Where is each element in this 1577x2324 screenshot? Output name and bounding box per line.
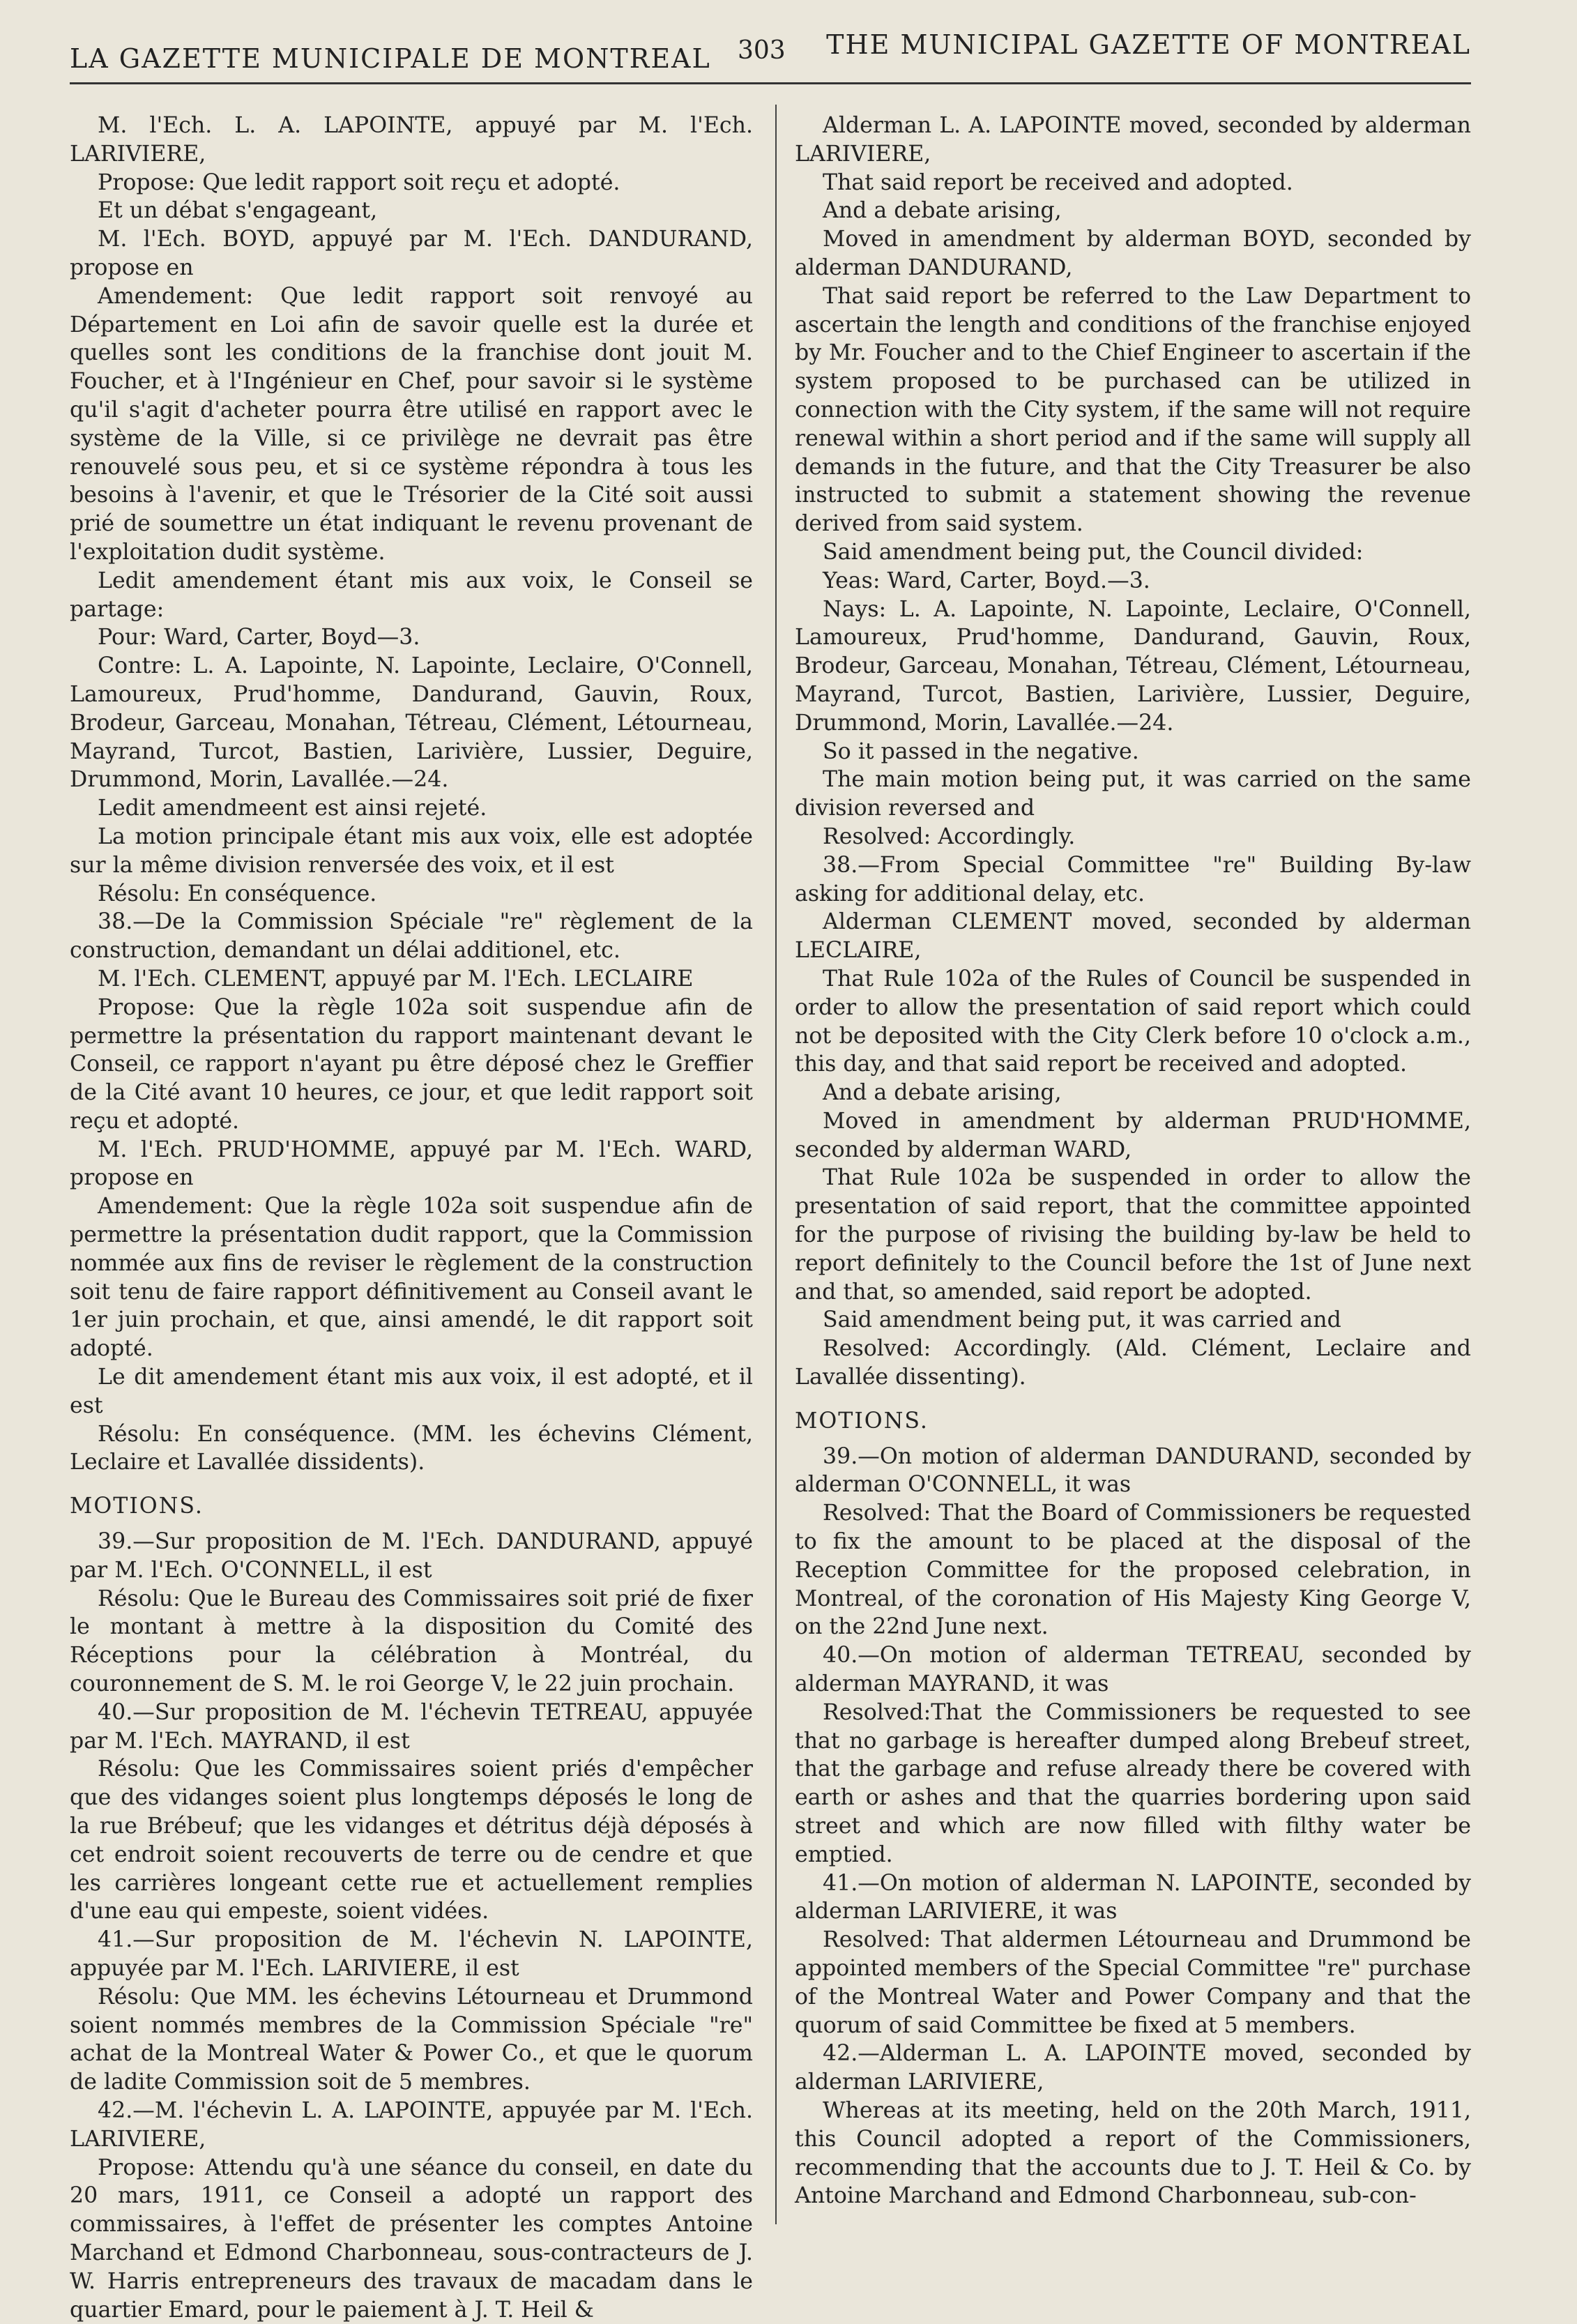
paragraph: Said amendment being put, it was carried and bbox=[823, 1307, 1341, 1333]
paragraph: Et un débat s'engageant, bbox=[98, 198, 378, 224]
paragraph: Moved in amendment by alderman BOYD, seconded by alderman DANDURAND, bbox=[795, 227, 1471, 280]
paragraph: Résolu: En conséquence. (MM. les échevins Clément, Leclaire et Lavallée dissidents). bbox=[70, 1421, 753, 1475]
paragraph: Said amendment being put, the Council divided: bbox=[823, 539, 1364, 565]
paragraph: Amendement: Que la règle 102a soit suspendue afin de permettre la présentation dudit rapport, que la Commission nommée aux fins de reviser le règlement de la construction soit tenu de faire rapport définitivement au Conseil avant le 1er juin prochain, et que, ainsi amendé, le dit rapport soit adopté. bbox=[70, 1194, 753, 1362]
paragraph: Ledit amendmeent est ainsi rejeté. bbox=[98, 796, 487, 821]
paragraph: That Rule 102a be suspended in order to allow the presentation of said report, that the committee appointed for the purpose of rivising the building by-law be held to report definitely to the Council before the 1st of June next and that, so amended, said report be adopted. bbox=[795, 1165, 1471, 1305]
paragraph: Résolu: Que le Bureau des Commissaires soit prié de fixer le montant à mettre à la disposition du Comité des Réceptions pour la célébration à Montréal, du couronnement de S. M. le roi George V, le 22 juin prochain. bbox=[70, 1586, 753, 1697]
paragraph: Yeas: Ward, Carter, Boyd.—3. bbox=[823, 568, 1150, 593]
paragraph: 41.—Sur proposition de M. l'échevin N. LAPOINTE, appuyée par M. l'Ech. LARIVIERE, il est bbox=[70, 1927, 753, 1981]
paragraph: M. l'Ech. CLEMENT, appuyé par M. l'Ech. LECLAIRE bbox=[98, 966, 694, 992]
paragraph: Resolved: Accordingly. bbox=[823, 823, 1076, 849]
paragraph: Le dit amendement étant mis aux voix, il est adopté, et il est bbox=[70, 1365, 753, 1418]
paragraph: Alderman CLEMENT moved, seconded by alderman LECLAIRE, bbox=[795, 909, 1471, 964]
section-heading: MOTIONS. bbox=[795, 1408, 929, 1434]
paragraph: Résolu: En conséquence. bbox=[98, 881, 377, 906]
paragraph: 40.—Sur proposition de M. l'échevin TETREAU, appuyée par M. l'Ech. MAYRAND, il est bbox=[70, 1699, 753, 1754]
paragraph: Pour: Ward, Carter, Boyd—3. bbox=[98, 625, 420, 651]
paragraph: Amendement: Que ledit rapport soit renvoyé au Département en Loi afin de savoir quelle est la durée et quelles sont les conditions de la franchise dont jouit M. Foucher, et à l'Ingénieur en Chef, pour savoir si le système qu'il s'agit d'acheter pourra être utilisé en rapport avec le système de la Ville, si ce privilège ne devrait pas être renouvelé sous peu, et si ce système répondra à tous les besoins à l'avenir, et que le Trésorier de la Cité soit aussi prié de soumettre un état indiquant le revenu provenant de l'exploitation dudit système. bbox=[70, 283, 753, 565]
english-column bbox=[795, 112, 1471, 2210]
paragraph: Nays: L. A. Lapointe, N. Lapointe, Leclaire, O'Connell, Lamoureux, Prud'homme, Dandurand, Gauvin, Roux, Brodeur, Garceau, Monahan, Tétreau, Clément, Létourneau, Mayrand, Turcot, Bastien, Larivière, Lussier, Deguire, Drummond, Morin, Lavallée.—24. bbox=[795, 596, 1471, 736]
paragraph: M. l'Ech. BOYD, appuyé par M. l'Ech. DANDURAND, propose en bbox=[70, 227, 753, 280]
paragraph: 41.—On motion of alderman N. LAPOINTE, seconded by alderman LARIVIERE, it was bbox=[795, 1870, 1471, 1924]
paragraph: Propose: Attendu qu'à une séance du conseil, en date du 20 mars, 1911, ce Conseil a adopté un rapport des commissaires, à l'effet de présenter les comptes Antoine Marchand et Edmond Charbonneau, sous-contracteurs de J. W. Harris entrepreneurs des travaux de macadam dans le quartier Emard, pour le paiement à J. T. Heil & bbox=[70, 2155, 753, 2323]
page-number: 303 bbox=[738, 36, 786, 65]
column-divider bbox=[775, 105, 777, 2224]
paragraph: Resolved: That aldermen Létourneau and Drummond be appointed members of the Special Committee "re" purchase of the Montreal Water and Power Company and that the quorum of said Committee be fixed at 5 members. bbox=[795, 1927, 1471, 2038]
header-french-title: LA GAZETTE MUNICIPALE DE MONTREAL bbox=[70, 43, 711, 74]
header-english-title: THE MUNICIPAL GAZETTE OF MONTREAL bbox=[826, 29, 1471, 60]
french-column bbox=[70, 112, 753, 2324]
paragraph: Résolu: Que les Commissaires soient priés d'empêcher que des vidanges soient plus longtemps déposés le long de la rue Brébeuf; que les vidanges et détritus déjà déposés à cet endroit soient recouverts de terre ou de cendre et que les carrières longeant cette rue et actuellement remplies d'une eau qui empeste, soient vidées. bbox=[70, 1756, 753, 1924]
header-rule bbox=[70, 82, 1471, 84]
page-header bbox=[70, 28, 1471, 84]
section-heading: MOTIONS. bbox=[70, 1494, 204, 1519]
paragraph: Resolved:That the Commissioners be requested to see that no garbage is hereafter dumped along Brebeuf street, that the garbage and refuse already there be covered with earth or ashes and that the quarries bordering upon said street and which are now filled with filthy water be emptied. bbox=[795, 1699, 1471, 1867]
paragraph: Résolu: Que MM. les échevins Létourneau et Drummond soient nommés membres de la Commission Spéciale "re" achat de la Montreal Water & Power Co., et que le quorum de ladite Commission soit de 5 membres. bbox=[70, 1984, 753, 2095]
paragraph: 42.—M. l'échevin L. A. LAPOINTE, appuyée par M. l'Ech. LARIVIERE, bbox=[70, 2097, 753, 2152]
paragraph: M. l'Ech. L. A. LAPOINTE, appuyé par M. l'Ech. LARIVIERE, bbox=[70, 113, 753, 167]
paragraph: So it passed in the negative. bbox=[823, 738, 1139, 764]
paragraph: That said report be received and adopted. bbox=[823, 169, 1293, 195]
paragraph: That Rule 102a of the Rules of Council be suspended in order to allow the presentation of said report which could not be deposited with the City Clerk before 10 o'clock a.m., this day, and that said report be received and adopted. bbox=[795, 966, 1471, 1077]
paragraph: Propose: Que la règle 102a soit suspendue afin de permettre la présentation du rapport maintenant devant le Conseil, ce rapport n'ayant pu être déposé chez le Greffier de la Cité avant 10 heures, ce jour, et que ledit rapport soit reçu et adopté. bbox=[70, 994, 753, 1134]
paragraph: Resolved: That the Board of Commissioners be requested to fix the amount to be placed at the disposal of the Reception Committee for the proposed celebration, in Montreal, of the coronation of His Majesty King George V, on the 22nd June next. bbox=[795, 1501, 1471, 1640]
paragraph: 40.—On motion of alderman TETREAU, seconded by alderman MAYRAND, it was bbox=[795, 1643, 1471, 1697]
paragraph: Ledit amendement étant mis aux voix, le Conseil se partage: bbox=[70, 568, 753, 622]
paragraph: La motion principale étant mis aux voix, elle est adoptée sur la même division renversée des voix, et il est bbox=[70, 823, 753, 878]
paragraph: 38.—From Special Committee "re" Building By-law asking for additional delay, etc. bbox=[795, 852, 1471, 906]
paragraph: That said report be referred to the Law Department to ascertain the length and conditions of the franchise enjoyed by Mr. Foucher and to the Chief Engineer to ascertain if the system proposed to be purchased can be utilized in connection with the City system, if the same will not require renewal within a short period and if the same will supply all demands in the future, and that the City Treasurer be also instructed to submit a statement showing the revenue derived from said system. bbox=[795, 283, 1471, 537]
paragraph: And a debate arising, bbox=[823, 198, 1062, 224]
paragraph: The main motion being put, it was carried on the same division reversed and bbox=[795, 767, 1471, 821]
paragraph: 39.—Sur proposition de M. l'Ech. DANDURAND, appuyé par M. l'Ech. O'CONNELL, il est bbox=[70, 1529, 753, 1583]
paragraph: M. l'Ech. PRUD'HOMME, appuyé par M. l'Ech. WARD, propose en bbox=[70, 1137, 753, 1191]
paragraph: Contre: L. A. Lapointe, N. Lapointe, Leclaire, O'Connell, Lamoureux, Prud'homme, Dandurand, Gauvin, Roux, Brodeur, Garceau, Monahan, Tétreau, Clément, Létourneau, Mayrand, Turcot, Bastien, Larivière, Lussier, Deguire, Drummond, Morin, Lavallée.—24. bbox=[70, 653, 753, 793]
paragraph: Moved in amendment by alderman PRUD'HOMME, seconded by alderman WARD, bbox=[795, 1108, 1471, 1162]
paragraph: Whereas at its meeting, held on the 20th March, 1911, this Council adopted a report of the Commissioners, recommending that the accounts due to J. T. Heil & Co. by Antoine Marchand and Edmond Charbonneau, sub-con- bbox=[795, 2097, 1471, 2209]
paragraph: 42.—Alderman L. A. LAPOINTE moved, seconded by alderman LARIVIERE, bbox=[795, 2041, 1471, 2095]
paragraph: Alderman L. A. LAPOINTE moved, seconded by alderman LARIVIERE, bbox=[795, 113, 1471, 167]
paragraph: 38.—De la Commission Spéciale "re" règlement de la construction, demandant un délai additionel, etc. bbox=[70, 909, 753, 964]
paragraph: Propose: Que ledit rapport soit reçu et adopté. bbox=[98, 169, 620, 195]
paragraph: 39.—On motion of alderman DANDURAND, seconded by alderman O'CONNELL, it was bbox=[795, 1443, 1471, 1498]
paragraph: And a debate arising, bbox=[823, 1080, 1062, 1106]
paragraph: Resolved: Accordingly. (Ald. Clément, Leclaire and Lavallée dissenting). bbox=[795, 1336, 1471, 1390]
